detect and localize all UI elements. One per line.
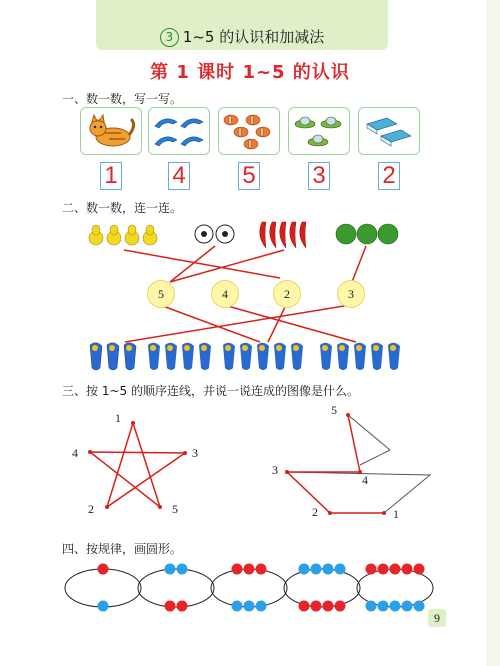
lesson-title: 第 1 课时 1~5 的认识 [150,62,350,83]
answer-box[interactable]: 3 [308,162,330,190]
parrot-icon [90,343,400,370]
boat-lines [287,415,430,513]
chili-icon [260,222,306,248]
boat-label-4: 4 [362,473,368,487]
number-circle[interactable]: 3 [337,280,365,308]
watermelon-icon [336,224,398,244]
boat-label-3: 3 [272,463,278,477]
pattern-circles [98,564,425,612]
star-label-3: 3 [192,446,198,460]
number-circle[interactable]: 5 [147,280,175,308]
boat-label-1: 1 [393,507,399,521]
section3-title: 三、按 1~5 的顺序连线，并说一说连成的图像是什么。 [62,384,359,398]
boat-label-5: 5 [331,403,337,417]
number-circle[interactable]: 2 [273,280,301,308]
star-lines [90,423,185,507]
star-points [88,421,187,509]
section1-title: 一、数一数，写一写。 [62,92,183,106]
section4-title: 四、按规律，画圆形。 [62,542,183,556]
soccer-ball-icon [195,225,234,243]
answer-box[interactable]: 1 [100,162,122,190]
boat-points [285,413,386,515]
page-number: 9 [428,609,446,627]
unit-title-text: 1~5 的认识和加减法 [182,28,325,46]
answer-box[interactable]: 4 [168,162,190,190]
number-circle[interactable]: 4 [211,280,239,308]
star-label-4: 4 [72,446,78,460]
star-label-5: 5 [172,502,178,516]
answer-box[interactable]: 5 [238,162,260,190]
answer-box[interactable]: 2 [378,162,400,190]
pear-icon [89,225,157,245]
star-label-2: 2 [88,502,94,516]
section2-title: 二、数一数，连一连。 [62,201,183,215]
star-label-1: 1 [115,411,121,425]
boat-label-2: 2 [312,505,318,519]
unit-number: 3 [160,28,179,47]
